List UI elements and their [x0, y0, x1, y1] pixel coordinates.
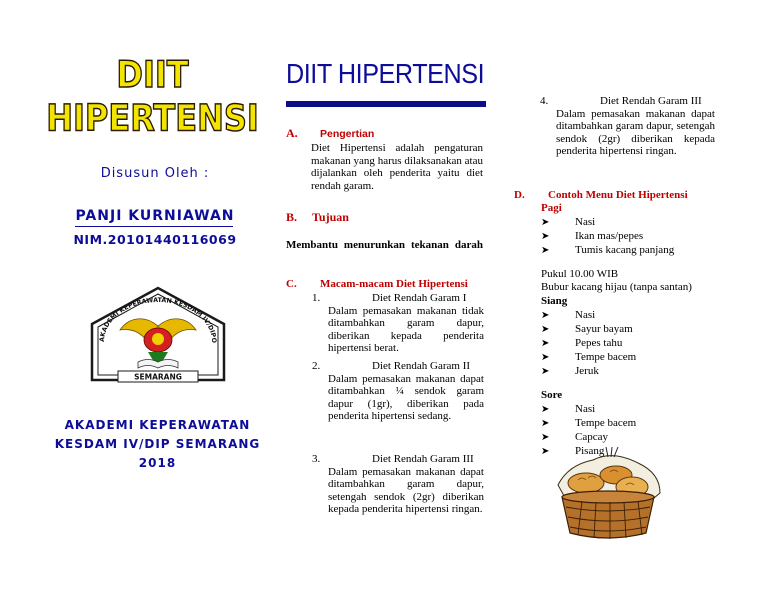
logo-city-text: SEMARANG: [134, 372, 182, 382]
cover-wordart-title: DIIT HIPERTENSI: [46, 52, 259, 140]
list-item: ➤ Sayur bayam: [541, 323, 633, 335]
diet-type-text: Dalam pemasakan makanan dapat ditambahkan garam dapur, setengah sendok (2gr) diberikan kepada penderita hipertensi ringan.: [556, 107, 715, 157]
arrow-bullet-icon: ➤: [541, 217, 550, 228]
author-nim: NIM.20101440116069: [73, 232, 237, 247]
section-b-title: Tujuan: [312, 210, 349, 224]
arrow-bullet-icon: ➤: [541, 245, 550, 256]
diet-type-text: Dalam pemasakan makanan tidak ditambahkan garam dapur, diberikan kepada penderita hipertensi berat.: [328, 304, 484, 354]
institution-line-2: KESDAM IV/DIP SEMARANG: [54, 437, 261, 451]
arrow-bullet-icon: ➤: [541, 324, 550, 335]
title-underline: [286, 101, 486, 107]
section-c-heading: [286, 278, 468, 290]
list-item: ➤ Tempe bacem: [541, 417, 637, 429]
section-c-title: Macam-macam Diet Hipertensi: [320, 278, 468, 290]
arrow-bullet-icon: ➤: [541, 352, 550, 363]
menu-snack-time: Pukul 10.00 WIB: [541, 268, 619, 280]
diet-type-item-3: 3. Diet Rendah Garam III Dalam pemasakan makanan dapat ditambahkan garam dapur, setengah sendok (2gr) diberikan kepada penderita hipertensi ringan.: [312, 453, 484, 515]
diet-type-title: Diet Rendah Garam III: [600, 95, 702, 107]
section-d-title: Contoh Menu Diet Hipertensi: [548, 189, 688, 201]
diet-type-text: Dalam pemasakan makanan dapat ditambahkan garam dapur, setengah sendok (2gr) diberikan kepada penderita hipertensi ringan.: [328, 465, 484, 515]
publication-year: 2018: [138, 456, 177, 470]
arrow-bullet-icon: ➤: [541, 338, 550, 349]
list-item: ➤ Tumis kacang panjang: [541, 244, 675, 256]
section-c-letter: C.: [286, 278, 297, 290]
menu-pagi-label: Pagi: [541, 202, 562, 214]
diet-type-title: Diet Rendah Garam I: [372, 292, 467, 304]
diet-type-item-1: 1. Diet Rendah Garam I Dalam pemasakan makanan tidak ditambahkan garam dapur, diberikan kepada penderita hipertensi berat.: [312, 292, 484, 354]
bread-basket-icon: [548, 445, 668, 545]
menu-siang-label: Siang: [541, 295, 568, 307]
list-item: ➤ Pisang: [541, 445, 605, 457]
section-a-text: Diet Hipertensi adalah pengaturan makanan yang harus dilaksanakan atau dijalankan oleh penderita yaitu diet rendah garam.: [311, 142, 483, 192]
section-d-heading: [514, 189, 688, 201]
list-item: ➤ Nasi: [541, 309, 596, 321]
institution-logo: [78, 284, 238, 396]
section-b-text: Membantu menurunkan tekanan darah: [286, 239, 483, 251]
section-a-title: Pengertian: [320, 128, 375, 140]
page-title: DIIT HIPERTENSI: [286, 58, 485, 89]
arrow-bullet-icon: ➤: [541, 366, 550, 377]
list-item: ➤ Ikan mas/pepes: [541, 230, 644, 242]
diet-type-item-2: 2. Diet Rendah Garam II Dalam pemasakan makanan dapat ditambahkan ¼ sendok garam dapur (1gr), diberikan pada penderita hipertensi sedang.: [312, 360, 484, 422]
diet-type-text: Dalam pemasakan makanan dapat ditambahkan ¼ sendok garam dapur (1gr), diberikan pada penderita hipertensi sedang.: [328, 372, 484, 422]
list-item: ➤ Capcay: [541, 431, 608, 443]
arrow-bullet-icon: ➤: [541, 446, 550, 457]
section-b-heading: [286, 210, 349, 225]
institution-line-1: AKADEMI KEPERAWATAN: [64, 418, 251, 432]
section-a-letter: A.: [286, 126, 298, 140]
arrow-bullet-icon: ➤: [541, 432, 550, 443]
menu-snack-item: Bubur kacang hijau (tanpa santan): [541, 281, 692, 293]
list-item: ➤ Nasi: [541, 216, 596, 228]
section-d-letter: D.: [514, 189, 525, 201]
author-name: PANJI KURNIAWAN: [75, 208, 235, 224]
list-item: ➤ Pepes tahu: [541, 337, 623, 349]
diet-type-title: Diet Rendah Garam III: [372, 453, 474, 465]
list-item: ➤ Jeruk: [541, 365, 599, 377]
arrow-bullet-icon: ➤: [541, 418, 550, 429]
menu-siang-list: [541, 308, 636, 378]
list-item: ➤ Nasi: [541, 403, 596, 415]
institution-block: [40, 416, 275, 473]
diet-type-title: Diet Rendah Garam II: [372, 360, 471, 372]
menu-sore-label: Sore: [541, 389, 563, 401]
list-item: ➤ Tempe bacem: [541, 351, 637, 363]
arrow-bullet-icon: ➤: [541, 231, 550, 242]
section-a-heading: [286, 126, 374, 141]
section-b-letter: B.: [286, 210, 298, 224]
diet-type-item-4: 4. Diet Rendah Garam III Dalam pemasakan makanan dapat ditambahkan garam dapur, setengah sendok (2gr) diberikan kepada penderita hipertensi ringan.: [540, 95, 715, 157]
arrow-bullet-icon: ➤: [541, 310, 550, 321]
arrow-bullet-icon: ➤: [541, 404, 550, 415]
compiled-by-label: Disusun Oleh :: [100, 166, 210, 181]
logo-ring-text: AKADEMI KEPERAWATAN KESDAM IV/DIPO: [98, 296, 218, 344]
menu-pagi-list: [541, 215, 674, 257]
author-name-underline: [75, 226, 233, 227]
